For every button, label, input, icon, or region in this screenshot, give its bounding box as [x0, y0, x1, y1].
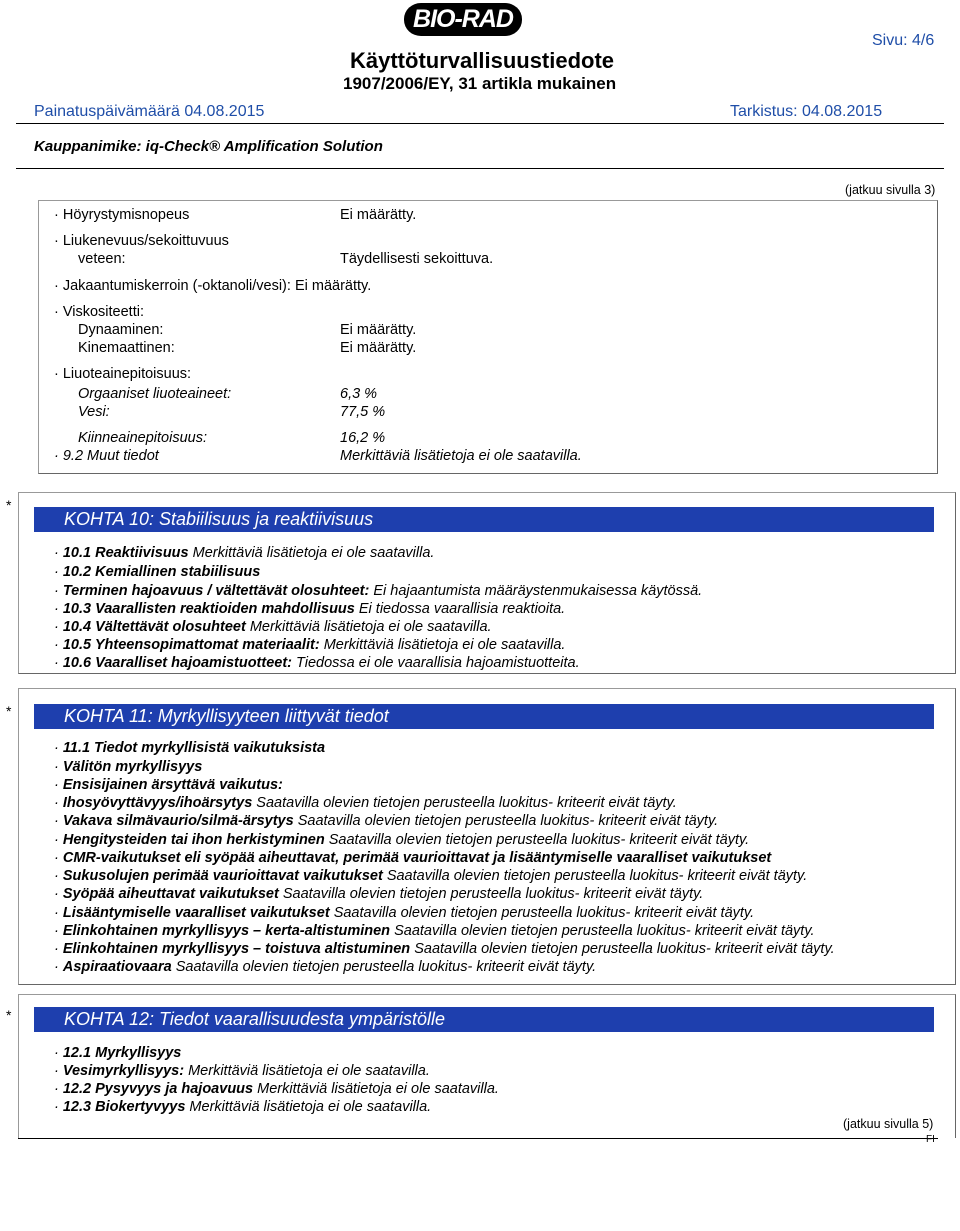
solids-label: Kiinneainepitoisuus:: [78, 430, 207, 446]
section-11-changed-marker: *: [6, 703, 12, 719]
s10-line-3: · Terminen hajoavuus / vältettävät olosuhteet: Ei hajaantumista määräystenmukaisessa käytössä.: [54, 583, 703, 599]
water-value: 77,5 %: [340, 404, 386, 420]
s12-line-3: · 12.2 Pysyvyys ja hajoavuus Merkittäviä lisätietoja ei ole saatavilla.: [54, 1081, 499, 1097]
s11-line-6: · Hengitysteiden tai ihon herkistyminen Saatavilla olevien tietojen perusteella luokitus- kriteerit eivät täyty.: [54, 832, 750, 848]
vapour-density-row: · Höyrystymisnopeus: [54, 207, 190, 223]
s11-line-8: · Sukusolujen perimää vaurioittavat vaikutukset Saatavilla olevien tietojen perusteella luokitus- kriteerit eivät täyty.: [54, 868, 808, 884]
section-10-heading: KOHTA 10: Stabiilisuus ja reaktiivisuus: [34, 507, 934, 532]
partition-row: · Jakaantumiskerroin (-oktanoli/vesi): Ei määrätty.: [54, 278, 372, 294]
s11-line-1: · 11.1 Tiedot myrkyllisistä vaikutuksista: [54, 740, 326, 756]
s11-line-7: · CMR-vaikutukset eli syöpää aiheuttavat, perimää vaurioittavat ja lisääntymiselle vaaralliset vaikutukset: [54, 850, 772, 866]
s10-line-7: · 10.6 Vaaralliset hajoamistuotteet: Tiedossa ei ole vaarallisia hajoamistuotteita.: [54, 655, 580, 671]
section-11-heading: KOHTA 11: Myrkyllisyyteen liittyvät tiedot: [34, 704, 934, 729]
s11-line-11: · Elinkohtainen myrkyllisyys – kerta-altistuminen Saatavilla olevien tietojen perusteella luokitus- kriteerit eivät täyty.: [54, 923, 815, 939]
s11-line-3: · Ensisijainen ärsyttävä vaikutus:: [54, 777, 283, 793]
s11-line-2: · Välitön myrkyllisyys: [54, 759, 203, 775]
s11-line-10: · Lisääntymiselle vaaralliset vaikutukset Saatavilla olevien tietojen perusteella luokitus- kriteerit eivät täyty.: [54, 905, 755, 921]
water-label: Vesi:: [78, 404, 110, 420]
other-info-label: · 9.2 Muut tiedot: [54, 448, 159, 464]
viscosity-label: · Viskositeetti:: [54, 304, 144, 320]
document-title: Käyttöturvallisuustiedote: [350, 48, 615, 73]
s10-line-6: · 10.5 Yhteensopimattomat materiaalit: Merkittäviä lisätietoja ei ole saatavilla.: [54, 637, 566, 653]
solvent-label: · Liuoteainepitoisuus:: [54, 366, 192, 382]
page-number: Sivu: 4/6: [872, 32, 935, 49]
s10-line-1: · 10.1 Reaktiivisuus Merkittäviä lisätietoja ei ole saatavilla.: [54, 545, 435, 561]
solubility-value: Täydellisesti sekoittuva.: [340, 251, 494, 267]
organic-solvents-value: 6,3 %: [340, 386, 378, 402]
s12-line-2: · Vesimyrkyllisyys: Merkittäviä lisätietoja ei ole saatavilla.: [54, 1063, 430, 1079]
s10-line-2: · 10.2 Kemiallinen stabiilisuus: [54, 564, 261, 580]
dynamic-value: Ei määrätty.: [340, 322, 417, 338]
kinematic-value: Ei määrätty.: [340, 340, 417, 356]
section-10-changed-marker: *: [6, 497, 12, 513]
s11-line-9: · Syöpää aiheuttavat vaikutukset Saatavilla olevien tietojen perusteella luokitus- kriteerit eivät täyty.: [54, 886, 704, 902]
vapour-density-value: Ei määrätty.: [340, 207, 417, 223]
s12-line-4: · 12.3 Biokertyvyys Merkittäviä lisätietoja ei ole saatavilla.: [54, 1099, 432, 1115]
language-code: FI: [926, 1134, 935, 1145]
revision-date: Tarkistus: 04.08.2015: [730, 103, 883, 120]
solubility-label-2: veteen:: [78, 251, 126, 267]
print-date: Painatuspäivämäärä 04.08.2015: [34, 103, 265, 120]
kinematic-label: Kinemaattinen:: [78, 340, 175, 356]
footer-rule: [18, 1138, 938, 1139]
document-subtitle: 1907/2006/EY, 31 artikla mukainen: [343, 74, 617, 93]
s11-line-12: · Elinkohtainen myrkyllisyys – toistuva altistuminen Saatavilla olevien tietojen perusteella luokitus- kriteerit eivät täyty.: [54, 941, 835, 957]
s10-line-5: · 10.4 Vältettävät olosuhteet Merkittäviä lisätietoja ei ole saatavilla.: [54, 619, 492, 635]
s10-line-4: · 10.3 Vaarallisten reaktioiden mahdollisuus Ei tiedossa vaarallisia reaktioita.: [54, 601, 566, 617]
solids-value: 16,2 %: [340, 430, 386, 446]
s11-line-13: · Aspiraatiovaara Saatavilla olevien tietojen perusteella luokitus- kriteerit eivät täyty.: [54, 959, 597, 975]
organic-solvents-label: Orgaaniset liuoteaineet:: [78, 386, 232, 402]
trade-name: Kauppanimike: iq-Check® Amplification Solution: [34, 138, 383, 155]
dynamic-label: Dynaaminen:: [78, 322, 164, 338]
trade-rule: [16, 168, 944, 169]
continued-from: (jatkuu sivulla 3): [845, 183, 936, 197]
section-12-heading: KOHTA 12: Tiedot vaarallisuudesta ympäristölle: [34, 1007, 934, 1032]
section-12-changed-marker: *: [6, 1007, 12, 1023]
s11-line-5: · Vakava silmävaurio/silmä-ärsytys Saatavilla olevien tietojen perusteella luokitus- kriteerit eivät täyty.: [54, 813, 719, 829]
s11-line-4: · Ihosyövyttävyys/ihoärsytys Saatavilla olevien tietojen perusteella luokitus- kriteerit eivät täyty.: [54, 795, 677, 811]
continued-to: (jatkuu sivulla 5): [843, 1117, 934, 1131]
header-rule: [16, 123, 944, 124]
s12-line-1: · 12.1 Myrkyllisyys: [54, 1045, 182, 1061]
solubility-label: · Liukenevuus/sekoittuvuus: [54, 233, 229, 249]
other-info-value: Merkittäviä lisätietoja ei ole saatavilla.: [340, 448, 582, 464]
bio-rad-logo: BIO-RAD: [404, 3, 522, 36]
